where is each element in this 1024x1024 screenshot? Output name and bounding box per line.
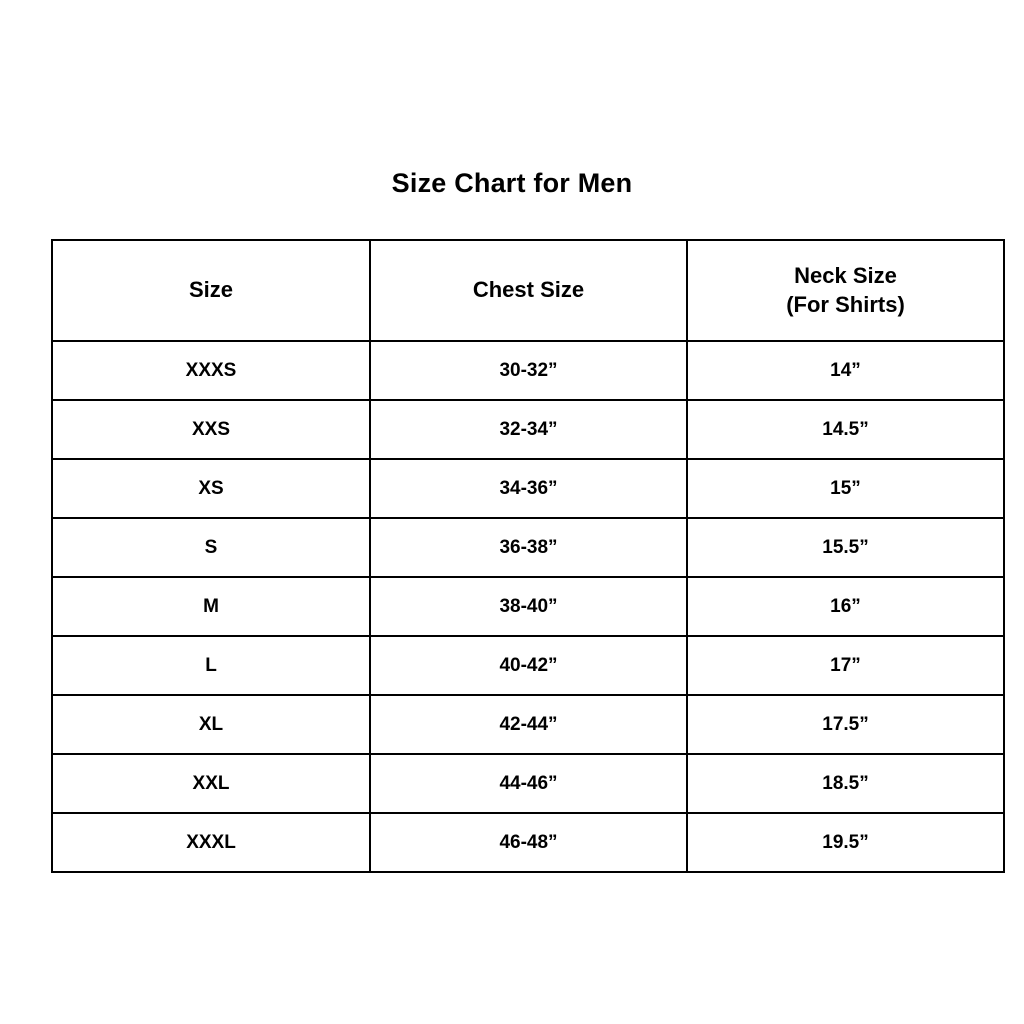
- column-header-size: Size: [52, 240, 370, 341]
- cell-neck: 17.5”: [687, 695, 1004, 754]
- cell-chest: 30-32”: [370, 341, 687, 400]
- table-header-row: [52, 240, 1004, 341]
- column-header-neck-size-line1: Neck Size: [794, 263, 897, 289]
- table-header: [52, 240, 1004, 341]
- cell-size: XXXL: [52, 813, 370, 872]
- table-row: [52, 341, 1004, 400]
- cell-neck: 14”: [687, 341, 1004, 400]
- cell-neck: 16”: [687, 577, 1004, 636]
- cell-size: S: [52, 518, 370, 577]
- table-row: [52, 518, 1004, 577]
- table-row: [52, 400, 1004, 459]
- cell-size: M: [52, 577, 370, 636]
- table-row: [52, 754, 1004, 813]
- cell-chest: 38-40”: [370, 577, 687, 636]
- cell-neck: 15”: [687, 459, 1004, 518]
- column-header-neck-size: [687, 240, 1004, 341]
- page-title: Size Chart for Men: [391, 168, 633, 198]
- cell-size: XXS: [52, 400, 370, 459]
- cell-chest: 36-38”: [370, 518, 687, 577]
- cell-neck: 18.5”: [687, 754, 1004, 813]
- table-row: [52, 695, 1004, 754]
- column-header-chest-size: Chest Size: [370, 240, 687, 341]
- cell-neck: 14.5”: [687, 400, 1004, 459]
- table-row: [52, 459, 1004, 518]
- table-row: [52, 577, 1004, 636]
- cell-size: XXL: [52, 754, 370, 813]
- column-header-neck-size-line2: (For Shirts): [786, 291, 905, 317]
- cell-neck: 15.5”: [687, 518, 1004, 577]
- table-row: [52, 636, 1004, 695]
- cell-size: XL: [52, 695, 370, 754]
- table-row: [52, 813, 1004, 872]
- cell-neck: 17”: [687, 636, 1004, 695]
- cell-chest: 32-34”: [370, 400, 687, 459]
- cell-size: XXXS: [52, 341, 370, 400]
- cell-chest: 44-46”: [370, 754, 687, 813]
- cell-chest: 42-44”: [370, 695, 687, 754]
- cell-size: L: [52, 636, 370, 695]
- size-chart-table: [51, 239, 1005, 873]
- cell-size: XS: [52, 459, 370, 518]
- cell-neck: 19.5”: [687, 813, 1004, 872]
- table-body: [52, 341, 1004, 872]
- size-chart-table-wrapper: [51, 239, 973, 873]
- cell-chest: 34-36”: [370, 459, 687, 518]
- cell-chest: 40-42”: [370, 636, 687, 695]
- cell-chest: 46-48”: [370, 813, 687, 872]
